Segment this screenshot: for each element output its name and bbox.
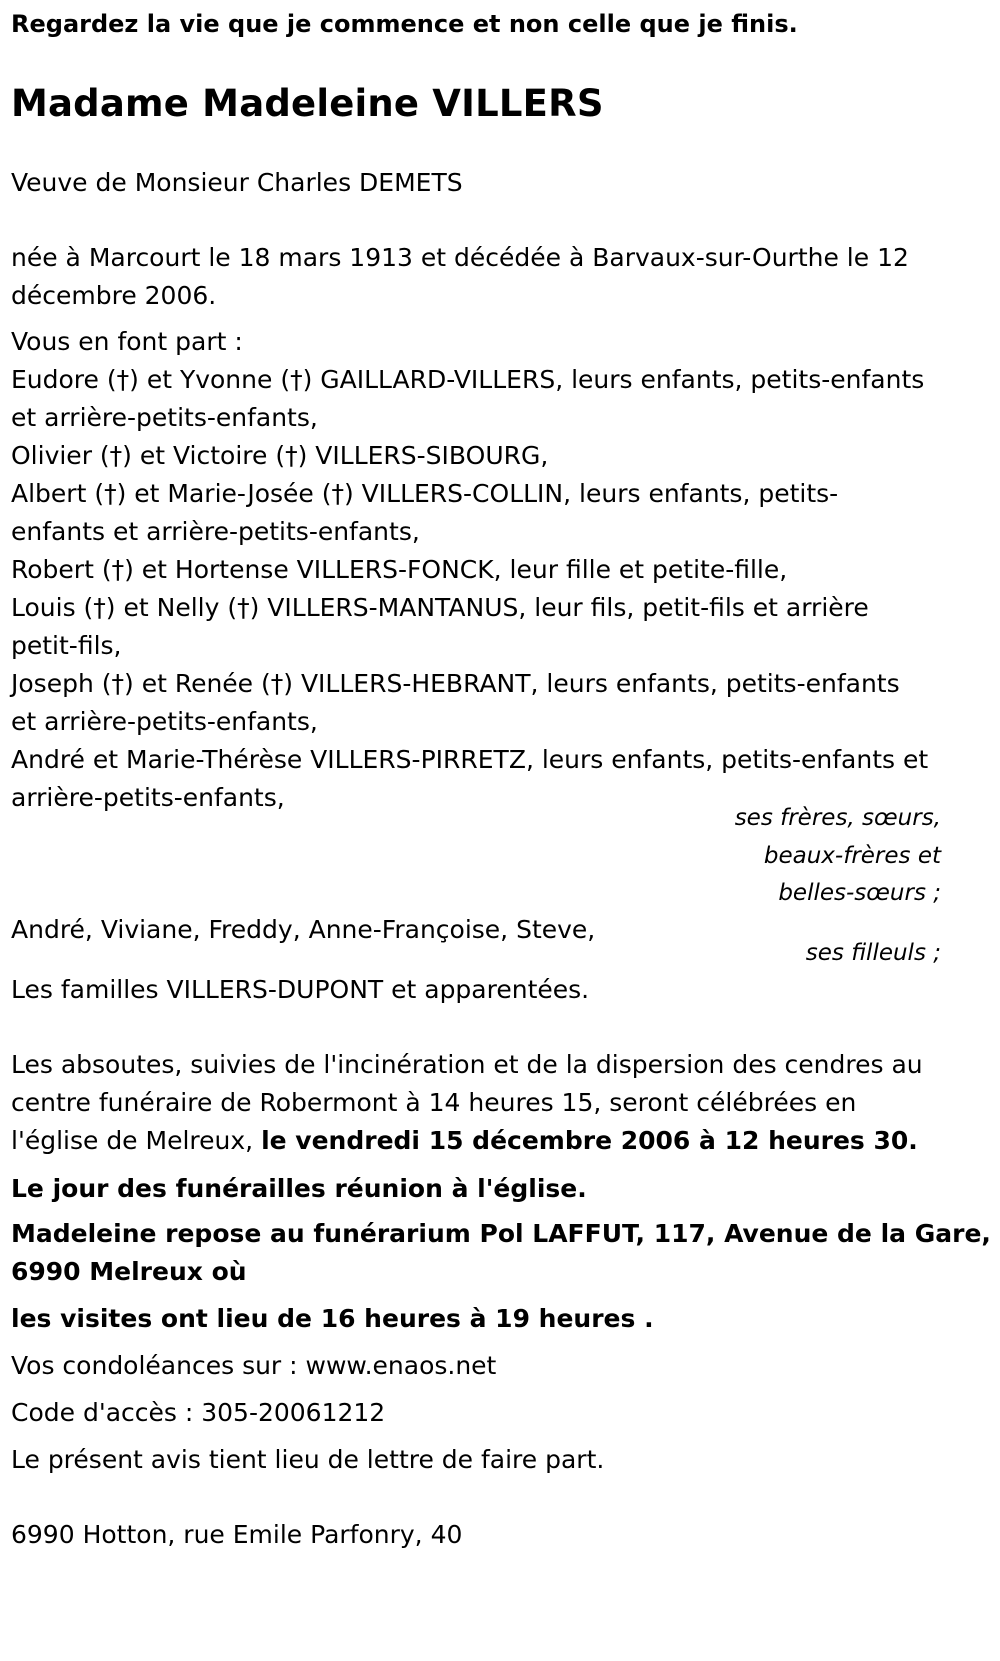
families: Les familles VILLERS-DUPONT et apparentées. <box>11 975 590 1004</box>
address: 6990 Hotton, rue Emile Parfonry, 40 <box>11 1520 463 1549</box>
motto: Regardez la vie que je commence et non celle que je finis. <box>11 10 798 38</box>
ceremony-location: l'église de Melreux, <box>11 1126 262 1155</box>
deceased-name: Madame Madeleine VILLERS <box>11 82 604 125</box>
family-line: Robert (†) et Hortense VILLERS-FONCK, leur fille et petite-fille, <box>11 555 788 584</box>
ceremony-line-2: centre funéraire de Robermont à 14 heures 15, seront célébrées en <box>11 1088 857 1117</box>
meeting-note: Le jour des funérailles réunion à l'église. <box>11 1174 587 1203</box>
rest-line-2: 6990 Melreux où <box>11 1257 247 1286</box>
siblings-label-line-2: beaux-frères et <box>763 843 941 869</box>
ceremony-line-3 <box>11 1122 941 1160</box>
ceremony-date: le vendredi 15 décembre 2006 à 12 heures 30. <box>261 1126 918 1155</box>
family-line: et arrière-petits-enfants, <box>11 707 318 736</box>
access-code: Code d'accès : 305-20061212 <box>11 1398 386 1427</box>
rest-location <box>11 1215 991 1291</box>
siblings-label-line-3: belles-sœurs ; <box>778 880 941 906</box>
siblings-label-line-1: ses frères, sœurs, <box>734 805 941 831</box>
family-line: arrière-petits-enfants, <box>11 783 285 812</box>
family-line: Olivier (†) et Victoire (†) VILLERS-SIBOURG, <box>11 441 549 470</box>
family-line: petit-fils, <box>11 631 122 660</box>
family-line: Joseph (†) et Renée (†) VILLERS-HEBRANT, leurs enfants, petits-enfants <box>11 669 900 698</box>
condolences: Vos condoléances sur : www.enaos.net <box>11 1351 497 1380</box>
ceremony <box>11 1046 941 1160</box>
godchildren: André, Viviane, Freddy, Anne-Françoise, Steve, <box>11 915 596 944</box>
family-line: et arrière-petits-enfants, <box>11 403 318 432</box>
family-line: enfants et arrière-petits-enfants, <box>11 517 420 546</box>
widow-of: Veuve de Monsieur Charles DEMETS <box>11 168 463 197</box>
notice: Le présent avis tient lieu de lettre de faire part. <box>11 1445 605 1474</box>
family-line: Louis (†) et Nelly (†) VILLERS-MANTANUS, leur fils, petit-fils et arrière <box>11 593 869 622</box>
family-line: Albert (†) et Marie-Josée (†) VILLERS-COLLIN, leurs enfants, petits- <box>11 479 839 508</box>
visits: les visites ont lieu de 16 heures à 19 heures . <box>11 1304 654 1333</box>
ceremony-line-1: Les absoutes, suivies de l'incinération et de la dispersion des cendres au <box>11 1050 923 1079</box>
birth-death-line-1: née à Marcourt le 18 mars 1913 et décédée à Barvaux-sur-Ourthe le 12 <box>11 243 909 272</box>
family-list <box>11 361 941 817</box>
rest-line-1: Madeleine repose au funérarium Pol LAFFUT, 117, Avenue de la Gare, <box>11 1219 991 1248</box>
family-line: André et Marie-Thérèse VILLERS-PIRRETZ, leurs enfants, petits-enfants et <box>11 745 929 774</box>
birth-death-line-2: décembre 2006. <box>11 281 217 310</box>
announce-intro: Vous en font part : <box>11 327 243 356</box>
birth-death <box>11 239 941 315</box>
family-line: Eudore (†) et Yvonne (†) GAILLARD-VILLERS, leurs enfants, petits-enfants <box>11 365 925 394</box>
godchildren-label: ses filleuls ; <box>805 940 941 966</box>
